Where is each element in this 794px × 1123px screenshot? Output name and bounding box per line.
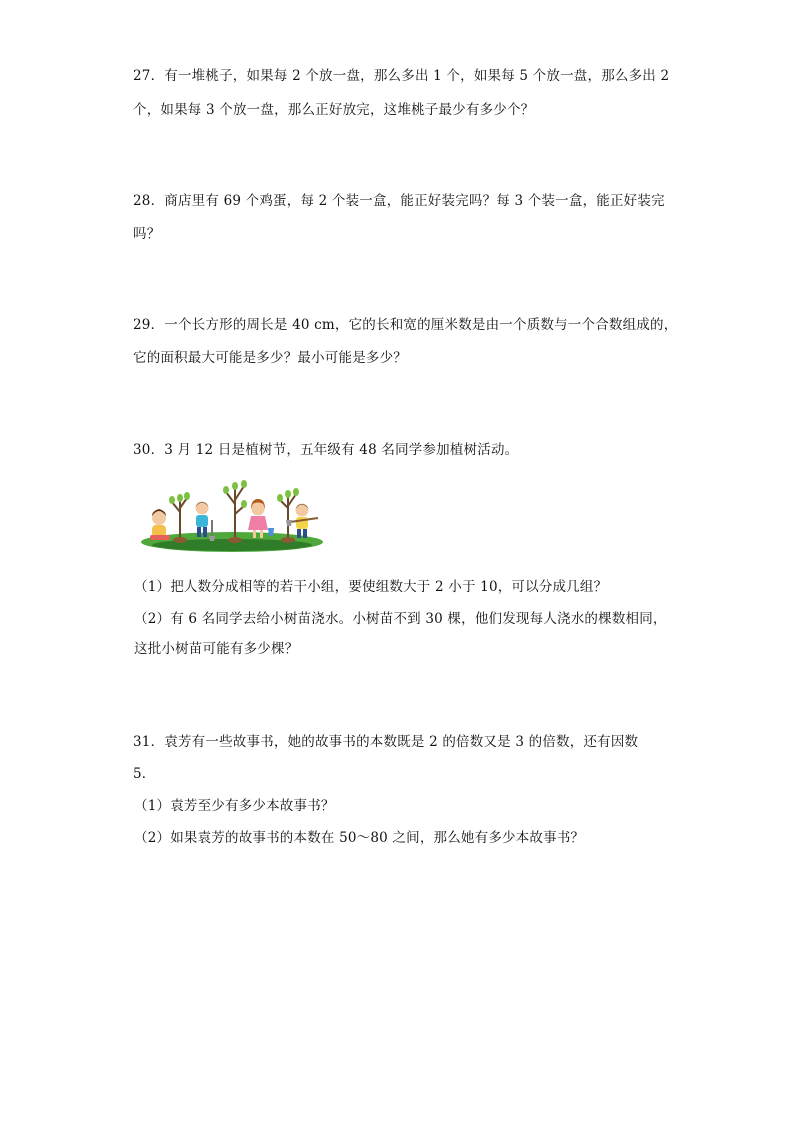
question-29-line-2: 它的面积最大可能是多少？最小可能是多少？: [133, 350, 407, 366]
question-30-sub-1: （1）把人数分成相等的若干小组，要使组数大于 2 小于 10，可以分成几组？: [134, 579, 608, 595]
question-27-line-2: 个，如果每 3 个放一盘，那么正好放完，这堆桃子最少有多少个？: [133, 102, 535, 118]
question-29-line-1: 29．一个长方形的周长是 40 cm，它的长和宽的厘米数是由一个质数与一个合数组成的，: [133, 317, 678, 333]
question-31-sub-2: （2）如果袁芳的故事书的本数在 50～80 之间，那么她有多少本故事书？: [134, 830, 585, 846]
question-31-line-1: 31．袁芳有一些故事书，她的故事书的本数既是 2 的倍数又是 3 的倍数，还有因数: [133, 734, 639, 750]
question-30-sub-2-line-2: 这批小树苗可能有多少棵？: [134, 641, 299, 657]
question-30-line-1: 30．3 月 12 日是植树节，五年级有 48 名同学参加植树活动。: [133, 442, 519, 458]
question-27-line-1: 27．有一堆桃子，如果每 2 个放一盘，那么多出 1 个，如果每 5 个放一盘，那么多出 2: [133, 68, 670, 84]
question-31-line-2: 5．: [133, 766, 156, 782]
tree-planting-illustration: [140, 478, 325, 552]
question-30-sub-2-line-1: （2）有 6 名同学去给小树苗浇水。小树苗不到 30 棵，他们发现每人浇水的棵数相同，: [134, 611, 667, 627]
question-28-line-2: 吗？: [133, 226, 161, 242]
question-31-sub-1: （1）袁芳至少有多少本故事书？: [134, 798, 335, 814]
question-28-line-1: 28．商店里有 69 个鸡蛋，每 2 个装一盒，能正好装完吗？每 3 个装一盒，能正好装完: [133, 193, 665, 209]
tree-planting-children-illustration-icon: [140, 478, 325, 552]
